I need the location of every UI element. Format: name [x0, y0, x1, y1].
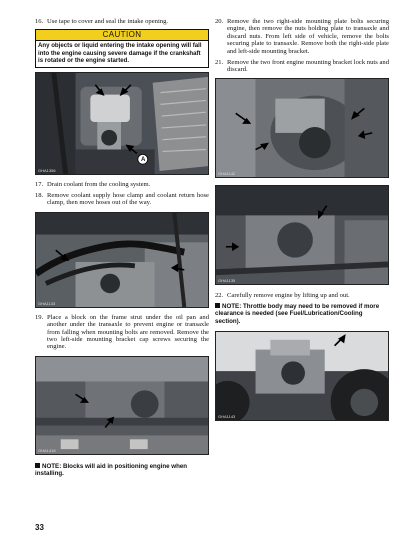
callout-a-label: A [141, 156, 146, 163]
step-16 [35, 18, 209, 25]
step-18 [35, 192, 209, 207]
photo-mounting-plate [215, 78, 389, 178]
engine-photo-graphic [216, 186, 388, 284]
note-throttle-body [215, 303, 389, 325]
step-19 [35, 314, 209, 351]
engine-photo-graphic [216, 79, 388, 177]
step-text: Remove the two right-side mounting plate bolts securing engine, then remove the nuts holding plate to transaxle and discard nuts. From left side of vehicle, remove the bolts securing plate to transaxle. Remove both the right-side plate and left-side mounting bracket. [227, 18, 389, 55]
engine-photo-graphic [36, 357, 208, 454]
engine-photo-graphic [36, 73, 208, 174]
engine-photo-graphic [36, 213, 208, 307]
step-number: 18. [35, 192, 44, 200]
right-column [215, 18, 389, 421]
step-20 [215, 18, 389, 55]
photo-blocks-under-engine [35, 356, 209, 455]
photo-coolant-hoses [35, 212, 209, 308]
step-21 [215, 59, 389, 74]
note-label: NOTE: [222, 303, 242, 311]
photo-intake-area [35, 72, 209, 175]
note-text: Throttle body may need to be removed if more clearance is needed (see Fuel/Lubrication/Cooling section). [215, 303, 380, 325]
step-number: 16. [35, 18, 44, 25]
step-number: 17. [35, 180, 44, 188]
step-text: Carefully remove engine by lifting up and out. [227, 291, 350, 299]
photo-code: GHA1143 [218, 413, 236, 419]
note-label: NOTE: [42, 462, 62, 470]
step-text: Remove the two front engine mounting bracket lock nuts and discard. [227, 59, 389, 74]
photo-code: GHA1133 [38, 300, 56, 306]
photo-engine-removal [215, 331, 389, 421]
step-text: Drain coolant from the cooling system. [47, 180, 151, 188]
step-text: Use tape to cover and seal the intake opening. [47, 18, 169, 25]
step-number: 19. [35, 313, 44, 321]
note-blocks [35, 463, 209, 477]
page-number: 33 [35, 523, 44, 532]
photo-code: GHA1418 [38, 447, 56, 453]
photo-code: GHA1142 [218, 170, 236, 176]
caution-heading: CAUTION [36, 30, 208, 41]
left-column [35, 18, 209, 477]
step-17 [35, 181, 209, 188]
step-text: Place a block on the frame strut under the oil pan and another under the transaxle to prevent engine or transaxle from falling when mounting bolts are removed. Remove the two left-side mounting bracket cap screws securing the engine. [47, 313, 209, 351]
step-number: 20. [215, 18, 224, 25]
note-bullet-icon [35, 463, 40, 468]
caution-text: Any objects or liquid entering the intake opening will fall into the engine causing severe damage if the crankshaft is rotated or the engine started. [38, 42, 202, 65]
step-number: 21. [215, 59, 224, 67]
step-number: 22. [215, 291, 224, 299]
engine-photo-graphic [216, 332, 388, 420]
photo-code: GHA1356 [38, 167, 56, 173]
caution-box [35, 29, 209, 67]
step-22 [215, 292, 389, 299]
photo-code: GHA1135 [218, 277, 236, 283]
note-bullet-icon [215, 303, 220, 308]
note-text: Blocks will aid in positioning engine when installing. [35, 462, 188, 478]
step-text: Remove coolant supply hose clamp and coolant return hose clamp, then move hoses out of the way. [47, 192, 209, 207]
photo-front-mount [215, 185, 389, 285]
